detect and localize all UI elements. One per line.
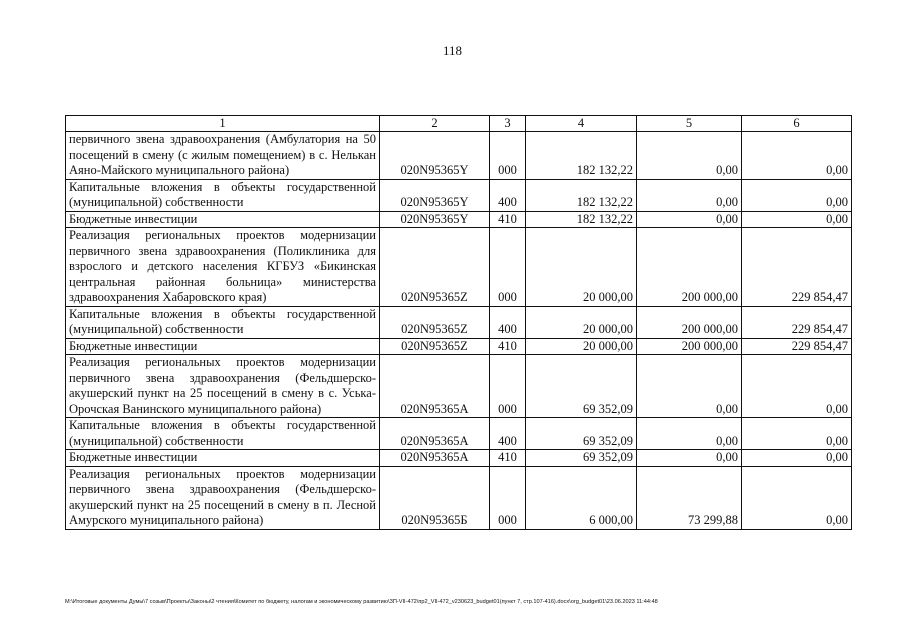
page-number: 118 <box>442 43 463 58</box>
row-name-cell: Бюджетные инвестиции <box>66 338 380 355</box>
amount-year3-cell: 0,00 <box>742 179 852 211</box>
amount-year2-cell: 0,00 <box>637 211 742 228</box>
table-row <box>66 179 852 211</box>
amount-year1-cell: 182 132,22 <box>526 211 637 228</box>
expense-type-cell: 410 <box>490 211 526 228</box>
table-row <box>66 132 852 180</box>
amount-year1-cell: 20 000,00 <box>526 306 637 338</box>
header-cell: 4 <box>526 116 637 132</box>
header-cell: 1 <box>66 116 380 132</box>
row-name-cell: Реализация региональных проектов модернизации первичного звена здравоохранения (Фельдшерско-акушерский пункт на 25 посещений в смену в с. Уська-Орочская Ванинского муниципального района) <box>66 355 380 418</box>
header-cell: 6 <box>742 116 852 132</box>
expense-type-cell: 400 <box>490 418 526 450</box>
amount-year2-cell: 200 000,00 <box>637 306 742 338</box>
table-row <box>66 211 852 228</box>
amount-year2-cell: 0,00 <box>637 418 742 450</box>
header-cell: 3 <box>490 116 526 132</box>
target-code-cell: 020N95365A <box>380 450 490 467</box>
amount-year3-cell: 0,00 <box>742 418 852 450</box>
table-row <box>66 355 852 418</box>
row-name-cell: Капитальные вложения в объекты государственной (муниципальной) собственности <box>66 418 380 450</box>
amount-year1-cell: 6 000,00 <box>526 466 637 529</box>
budget-table <box>65 115 852 530</box>
table-header-row <box>66 116 852 132</box>
amount-year2-cell: 0,00 <box>637 450 742 467</box>
target-code-cell: 020N95365Y <box>380 211 490 228</box>
amount-year1-cell: 20 000,00 <box>526 338 637 355</box>
expense-type-cell: 000 <box>490 228 526 307</box>
expense-type-cell: 400 <box>490 306 526 338</box>
amount-year2-cell: 0,00 <box>637 179 742 211</box>
row-name-cell: Капитальные вложения в объекты государственной (муниципальной) собственности <box>66 306 380 338</box>
row-name-cell: Бюджетные инвестиции <box>66 211 380 228</box>
amount-year1-cell: 182 132,22 <box>526 179 637 211</box>
target-code-cell: 020N95365Y <box>380 179 490 211</box>
table-row <box>66 228 852 307</box>
row-name-cell: первичного звена здравоохранения (Амбулатория на 50 посещений в смену (с жилым помещением) в с. Нелькан Аяно-Майского муниципального района) <box>66 132 380 180</box>
amount-year1-cell: 20 000,00 <box>526 228 637 307</box>
amount-year2-cell: 200 000,00 <box>637 338 742 355</box>
expense-type-cell: 000 <box>490 132 526 180</box>
amount-year1-cell: 69 352,09 <box>526 355 637 418</box>
row-name-cell: Реализация региональных проектов модернизации первичного звена здравоохранения (Фельдшерско-акушерский пункт на 25 посещений в смену в п. Лесной Амурского муниципального района) <box>66 466 380 529</box>
table-row <box>66 450 852 467</box>
expense-type-cell: 410 <box>490 338 526 355</box>
amount-year1-cell: 182 132,22 <box>526 132 637 180</box>
amount-year3-cell: 0,00 <box>742 355 852 418</box>
amount-year3-cell: 0,00 <box>742 466 852 529</box>
amount-year3-cell: 229 854,47 <box>742 306 852 338</box>
header-cell: 5 <box>637 116 742 132</box>
table-row <box>66 306 852 338</box>
amount-year3-cell: 229 854,47 <box>742 228 852 307</box>
amount-year2-cell: 0,00 <box>637 132 742 180</box>
target-code-cell: 020N95365Y <box>380 132 490 180</box>
amount-year3-cell: 0,00 <box>742 132 852 180</box>
expense-type-cell: 000 <box>490 466 526 529</box>
table-row <box>66 418 852 450</box>
row-name-cell: Капитальные вложения в объекты государственной (муниципальной) собственности <box>66 179 380 211</box>
amount-year3-cell: 0,00 <box>742 211 852 228</box>
row-name-cell: Бюджетные инвестиции <box>66 450 380 467</box>
amount-year2-cell: 200 000,00 <box>637 228 742 307</box>
target-code-cell: 020N95365A <box>380 418 490 450</box>
header-cell: 2 <box>380 116 490 132</box>
amount-year3-cell: 229 854,47 <box>742 338 852 355</box>
target-code-cell: 020N95365A <box>380 355 490 418</box>
table-row <box>66 466 852 529</box>
expense-type-cell: 400 <box>490 179 526 211</box>
amount-year2-cell: 73 299,88 <box>637 466 742 529</box>
row-name-cell: Реализация региональных проектов модернизации первичного звена здравоохранения (Поликлиника для взрослого и детского населения КГБУЗ «Бикинская центральная районная больница» министерства здравоохранения Хабаровского края) <box>66 228 380 307</box>
target-code-cell: 020N95365Z <box>380 306 490 338</box>
target-code-cell: 020N95365Б <box>380 466 490 529</box>
expense-type-cell: 410 <box>490 450 526 467</box>
target-code-cell: 020N95365Z <box>380 228 490 307</box>
amount-year1-cell: 69 352,09 <box>526 418 637 450</box>
expense-type-cell: 000 <box>490 355 526 418</box>
amount-year2-cell: 0,00 <box>637 355 742 418</box>
target-code-cell: 020N95365Z <box>380 338 490 355</box>
footer-path: M:\Итоговые документы Думы\7 созыв\Проекты\Законы\2 чтения\Комитет по бюджету, налогам и экономическому развитию\ЗП-VII-472\пр2_VII-472_v230623_budget01(пункт 7, стр.107-416).docx\org_budget01\23.06.2023 11:44:48 <box>65 599 658 605</box>
amount-year1-cell: 69 352,09 <box>526 450 637 467</box>
table-row <box>66 338 852 355</box>
amount-year3-cell: 0,00 <box>742 450 852 467</box>
